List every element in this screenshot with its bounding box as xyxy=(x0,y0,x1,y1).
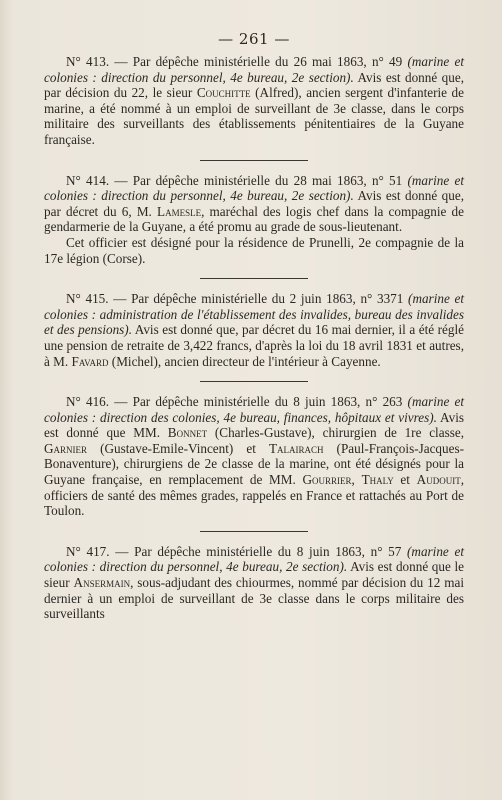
notice-entry xyxy=(44,173,464,267)
person-name: Couchitte xyxy=(196,85,251,101)
notice-paragraph xyxy=(44,394,464,519)
person-name: Audouit xyxy=(416,472,461,488)
page-number: — 261 — xyxy=(218,30,290,48)
text-run: Avis est donné que le sieur xyxy=(44,559,465,591)
text-run: , maréchal des logis chef dans la compagnie de gendarmerie de la Guyane, a été promu au grade de sous-lieutenant. xyxy=(44,203,464,235)
person-name: Ansermain xyxy=(73,575,131,591)
text-run: N° 416. — Par dépêche ministérielle du 8 juin 1863, n° 263 xyxy=(66,394,408,410)
person-name: Talairach xyxy=(268,440,324,456)
department-reference: (marine et colonies : direction des colonies, 4e bureau, finances, hôpitaux et vivres). xyxy=(44,394,464,425)
text-run: Avis est donné que, par décision du 22, le sieur xyxy=(44,69,465,101)
section-divider xyxy=(200,531,308,532)
notice-entry xyxy=(44,54,464,148)
notice-paragraph xyxy=(44,235,464,266)
notice-entry xyxy=(44,394,464,519)
text-run: Cet officier est désigné pour la résidence de Prunelli, 2e compagnie de la 17e légion (Corse). xyxy=(44,234,464,266)
text-run: , officiers de santé des mêmes grades, rappelés en France et rattachés au Port de Toulon. xyxy=(44,472,464,519)
department-reference: (marine et colonies : direction du personnel, 4e bureau, 2e section). xyxy=(44,54,464,85)
person-name: Gourrier xyxy=(302,472,352,488)
department-reference: (marine et colonies : direction du personnel, 4e bureau, 2e section). xyxy=(44,172,464,204)
text-run: (Charles-Gustave), chirurgien de 1re classe, xyxy=(207,425,464,441)
text-run: N° 417. — Par dépêche ministérielle du 8 juin 1863, n° 57 xyxy=(66,543,408,559)
notice-paragraph xyxy=(44,54,464,148)
notice-paragraph xyxy=(44,544,464,622)
text-run: N° 414. — Par dépêche ministérielle du 28 mai 1863, n° 51 xyxy=(66,172,408,188)
person-name: Lamesle xyxy=(157,203,202,219)
text-run: et xyxy=(393,472,417,488)
text-run: N° 415. — Par dépêche ministérielle du 2 juin 1863, n° 3371 xyxy=(66,291,409,307)
text-run: , sous-adjudant des chiourmes, nommé par décision du 12 mai dernier à un emploi de surveillant de 3e classe dans le corps militaire des surveillants xyxy=(44,575,465,622)
notice-entry xyxy=(44,544,464,622)
text-run: (Michel), ancien directeur de l'intérieur à Cayenne. xyxy=(108,353,381,369)
section-divider xyxy=(200,160,308,161)
text-run: (Paul-François-Jacques-Bonaventure), chirurgiens de 2e classe de la marine, ont été désignés pour la Guyane française, en remplacement de MM. xyxy=(44,440,464,488)
text-run: Avis est donné que MM. xyxy=(44,409,464,441)
person-name: Favard xyxy=(71,353,109,369)
entries-container xyxy=(44,54,464,622)
text-run: (Gustave-Emile-Vincent) et xyxy=(87,440,269,456)
text-run: Avis est donné que, par décret du 6, M. xyxy=(44,188,465,219)
section-divider xyxy=(200,381,308,382)
person-name: Bonnet xyxy=(167,425,208,441)
notice-paragraph xyxy=(44,291,464,369)
department-reference: (marine et colonies : administration de l'établissement des invalides, bureau des invalides et des pensions). xyxy=(44,291,464,338)
text-run: Avis est donné que, par décret du 16 mai dernier, il a été réglé une pension de retraite de 3,422 francs, d'après la loi du 18 avril 1831 et autres, à M. xyxy=(44,322,464,369)
department-reference: (marine et colonies : direction du personnel, 4e bureau, 2e section). xyxy=(44,543,464,575)
notice-paragraph xyxy=(44,173,464,235)
person-name: Thaly xyxy=(361,472,394,488)
text-run: N° 413. — Par dépêche ministérielle du 26 mai 1863, n° 49 xyxy=(66,54,408,69)
notice-entry xyxy=(44,291,464,369)
text-run: (Alfred), ancien sergent d'infanterie de marine, a été nommé à un emploi de surveillant de 3e classe, dans le corps militaire des surveillants des établissements pénitentiaires de la Guyane française. xyxy=(44,85,464,147)
section-divider xyxy=(200,278,308,279)
person-name: Garnier xyxy=(44,440,88,456)
text-run: , xyxy=(351,472,362,488)
